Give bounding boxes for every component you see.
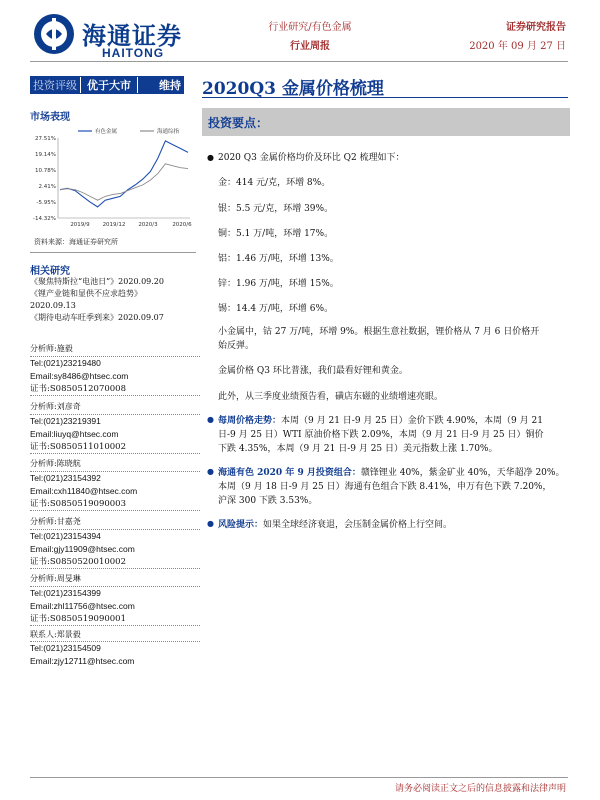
analyst-email[interactable]: Email:liuyq@htsec.com (30, 428, 119, 439)
analyst-tel: Tel:(021)23154399 (30, 588, 101, 598)
source-divider (30, 252, 196, 253)
minor-metals-line-1: 小金属中，钴 27 万/吨，环增 9%。根据生意社数据，锂价格从 7 月 6 日价格开 (218, 327, 540, 337)
analyst-cert: 证书:S0850511010002 (30, 441, 200, 454)
risk-line (218, 517, 452, 530)
metal-price-silver: 银：5.5 元/克，环增 39%。 (218, 204, 334, 214)
rating-label: 投资评级 (33, 79, 77, 92)
portfolio-line-3: 沪深 300 下跌 3.53%。 (218, 496, 318, 506)
haitong-logo-icon (32, 12, 76, 56)
risk-label: 风险提示： (218, 520, 264, 530)
summary-text: 金属价格 Q3 环比普涨，我们最看好锂和黄金。 (218, 366, 408, 376)
related-item[interactable]: 《聚焦特斯拉“电池日”》2020.09.20 (30, 277, 164, 286)
footer-disclaimer[interactable]: 请务必阅读正文之后的信息披露和法律声明 (394, 784, 566, 794)
contact-name: 联系人:郑景毅 (30, 628, 200, 642)
bullet-icon: ● (207, 415, 214, 424)
analyst-name: 分析师:陈晓航 (30, 455, 200, 472)
related-item[interactable]: 《锂产业链和显供不应求趋势》 (30, 289, 142, 298)
bullet-icon: ● (207, 153, 214, 162)
analyst-tel: Tel:(021)23219480 (30, 358, 101, 368)
related-heading: 相关研究 (30, 266, 70, 277)
market-performance-chart (30, 124, 196, 234)
footer-divider (30, 777, 568, 778)
series-line-1 (60, 141, 188, 207)
chart-source: 资料来源：海通证券研究所 (34, 238, 118, 246)
analyst-email[interactable]: Email:cxh11840@htsec.com (30, 486, 138, 496)
report-date: 2020 年 09 月 27 日 (469, 41, 566, 52)
key-points-heading: 投资要点： (208, 116, 269, 130)
analyst-card (30, 513, 200, 571)
report-category: 行业研究/有色金属 (268, 22, 352, 33)
analyst-name: 分析师:周旻琳 (30, 570, 200, 587)
analyst-name: 分析师:甘嘉尧 (30, 513, 200, 530)
analyst-cert: 证书:S0850519090001 (30, 613, 200, 626)
market-heading: 市场表现 (30, 112, 70, 123)
weekly-text-1: 本周（9 月 21 日-9 月 25 日）金价下跌 4.90%，本周（9 月 21 (281, 416, 543, 426)
weekly-line-2: 日-9 月 25 日）WTI 原油价格下跌 2.09%，本周（9 月 21 日-9 月 25 日）铜价 (218, 430, 544, 440)
portfolio-line-2: 本周（9 月 18 日-9 月 25 日）海通有色组合下跌 8.41%，申万有色下跌 7.20%， (218, 482, 552, 492)
analyst-name: 分析师:施毅 (30, 340, 200, 357)
report-type: 证券研究报告 (506, 22, 566, 33)
outlook-text: 此外，从三季度业绩预告看，磺店东磁的业绩增速亮眼。 (218, 392, 444, 402)
bullet-icon: ● (207, 519, 214, 528)
weekly-line-3: 下跌 4.35%，本周（9 月 21 日-9 月 25 日）美元指数上涨 1.70%。 (218, 444, 498, 454)
related-list (30, 276, 200, 324)
rating-value: 优于大市 (80, 77, 138, 93)
metal-price-copper: 铜：5.1 万/吨，环增 17%。 (218, 229, 334, 239)
title-divider (202, 97, 568, 98)
portfolio-text-1: 赣锋锂业 40%，紫金矿业 40%，天华超净 20%。 (360, 468, 565, 478)
y-tick-label: 19.14% (35, 152, 56, 158)
legend-label: 有色金属 (95, 129, 118, 135)
analyst-cert: 证书:S0850520010002 (30, 556, 200, 569)
analyst-cert: 证书:S0850519090003 (30, 498, 200, 511)
legend-label: 海通综指 (157, 129, 180, 135)
weekly-line-1 (218, 413, 543, 426)
rating-box (30, 76, 184, 94)
portfolio-line-1 (218, 465, 564, 478)
analyst-email[interactable]: Email:sy8486@htsec.com (30, 371, 129, 381)
analyst-card (30, 398, 200, 456)
x-tick-label: 2019/12 (102, 222, 126, 228)
portfolio-label: 海通有色 2020 年 9 月投资组合： (218, 468, 361, 478)
analyst-card (30, 628, 200, 672)
x-tick-label: 2019/9 (70, 222, 90, 228)
series-line-2 (60, 164, 188, 200)
report-kind: 行业周报 (290, 41, 330, 52)
metal-price-tin: 锡：14.4 万/吨，环增 6%。 (218, 304, 334, 314)
analyst-cert: 证书:S0850512070008 (30, 383, 200, 396)
analyst-tel: Tel:(021)23154392 (30, 473, 101, 483)
x-tick-label: 2020/6 (172, 222, 192, 228)
analyst-card (30, 455, 200, 513)
related-item[interactable]: 《期待电动车旺季到来》2020.09.07 (30, 313, 164, 322)
logo-text-en: HAITONG (102, 46, 165, 60)
rating-status: 维持 (159, 79, 181, 92)
analyst-email[interactable]: Email:gjy11909@htsec.com (30, 543, 135, 554)
related-item: 2020.09.13 (30, 301, 76, 310)
logo-text-cn: 海通证券 (82, 21, 182, 50)
company-logo (32, 12, 192, 60)
metal-price-gold: 金：414 元/克，环增 8%。 (218, 178, 331, 188)
metal-price-zinc: 锌：1.96 万/吨，环增 15%。 (218, 279, 339, 289)
analyst-tel: Tel:(021)23154394 (30, 530, 101, 541)
intro-text: 2020 Q3 金属价格均价及环比 Q2 梳理如下： (218, 153, 405, 163)
analyst-card (30, 570, 200, 628)
page-title: 2020Q3 金属价格梳理 (202, 79, 384, 99)
y-tick-label: 2.41% (38, 184, 56, 190)
minor-metals-line-2: 始反弹。 (218, 341, 255, 351)
y-tick-label: 10.78% (35, 168, 56, 174)
risk-text: 如果全球经济衰退，会压制金属价格上行空间。 (263, 520, 453, 530)
y-tick-label: -14.32% (33, 216, 56, 222)
analyst-name: 分析师:刘彦奇 (30, 398, 200, 415)
x-tick-label: 2020/3 (138, 222, 158, 228)
metal-price-aluminum: 铝：1.46 万/吨，环增 13%。 (218, 254, 339, 264)
analyst-card (30, 340, 200, 398)
header-divider (30, 61, 568, 62)
analyst-list (30, 340, 200, 672)
y-tick-label: 27.51% (35, 136, 56, 142)
y-tick-label: -5.95% (36, 200, 56, 206)
analyst-tel: Tel:(021)23219391 (30, 415, 101, 426)
analyst-email[interactable]: Email:zhl11756@htsec.com (30, 601, 135, 611)
weekly-label: 每周价格走势： (218, 416, 282, 426)
key-points-bar (202, 108, 570, 136)
bullet-icon: ● (207, 467, 214, 476)
contact-tel: Tel:(021)23154509 (30, 642, 101, 653)
contact-email[interactable]: Email:zjy12711@htsec.com (30, 655, 135, 666)
